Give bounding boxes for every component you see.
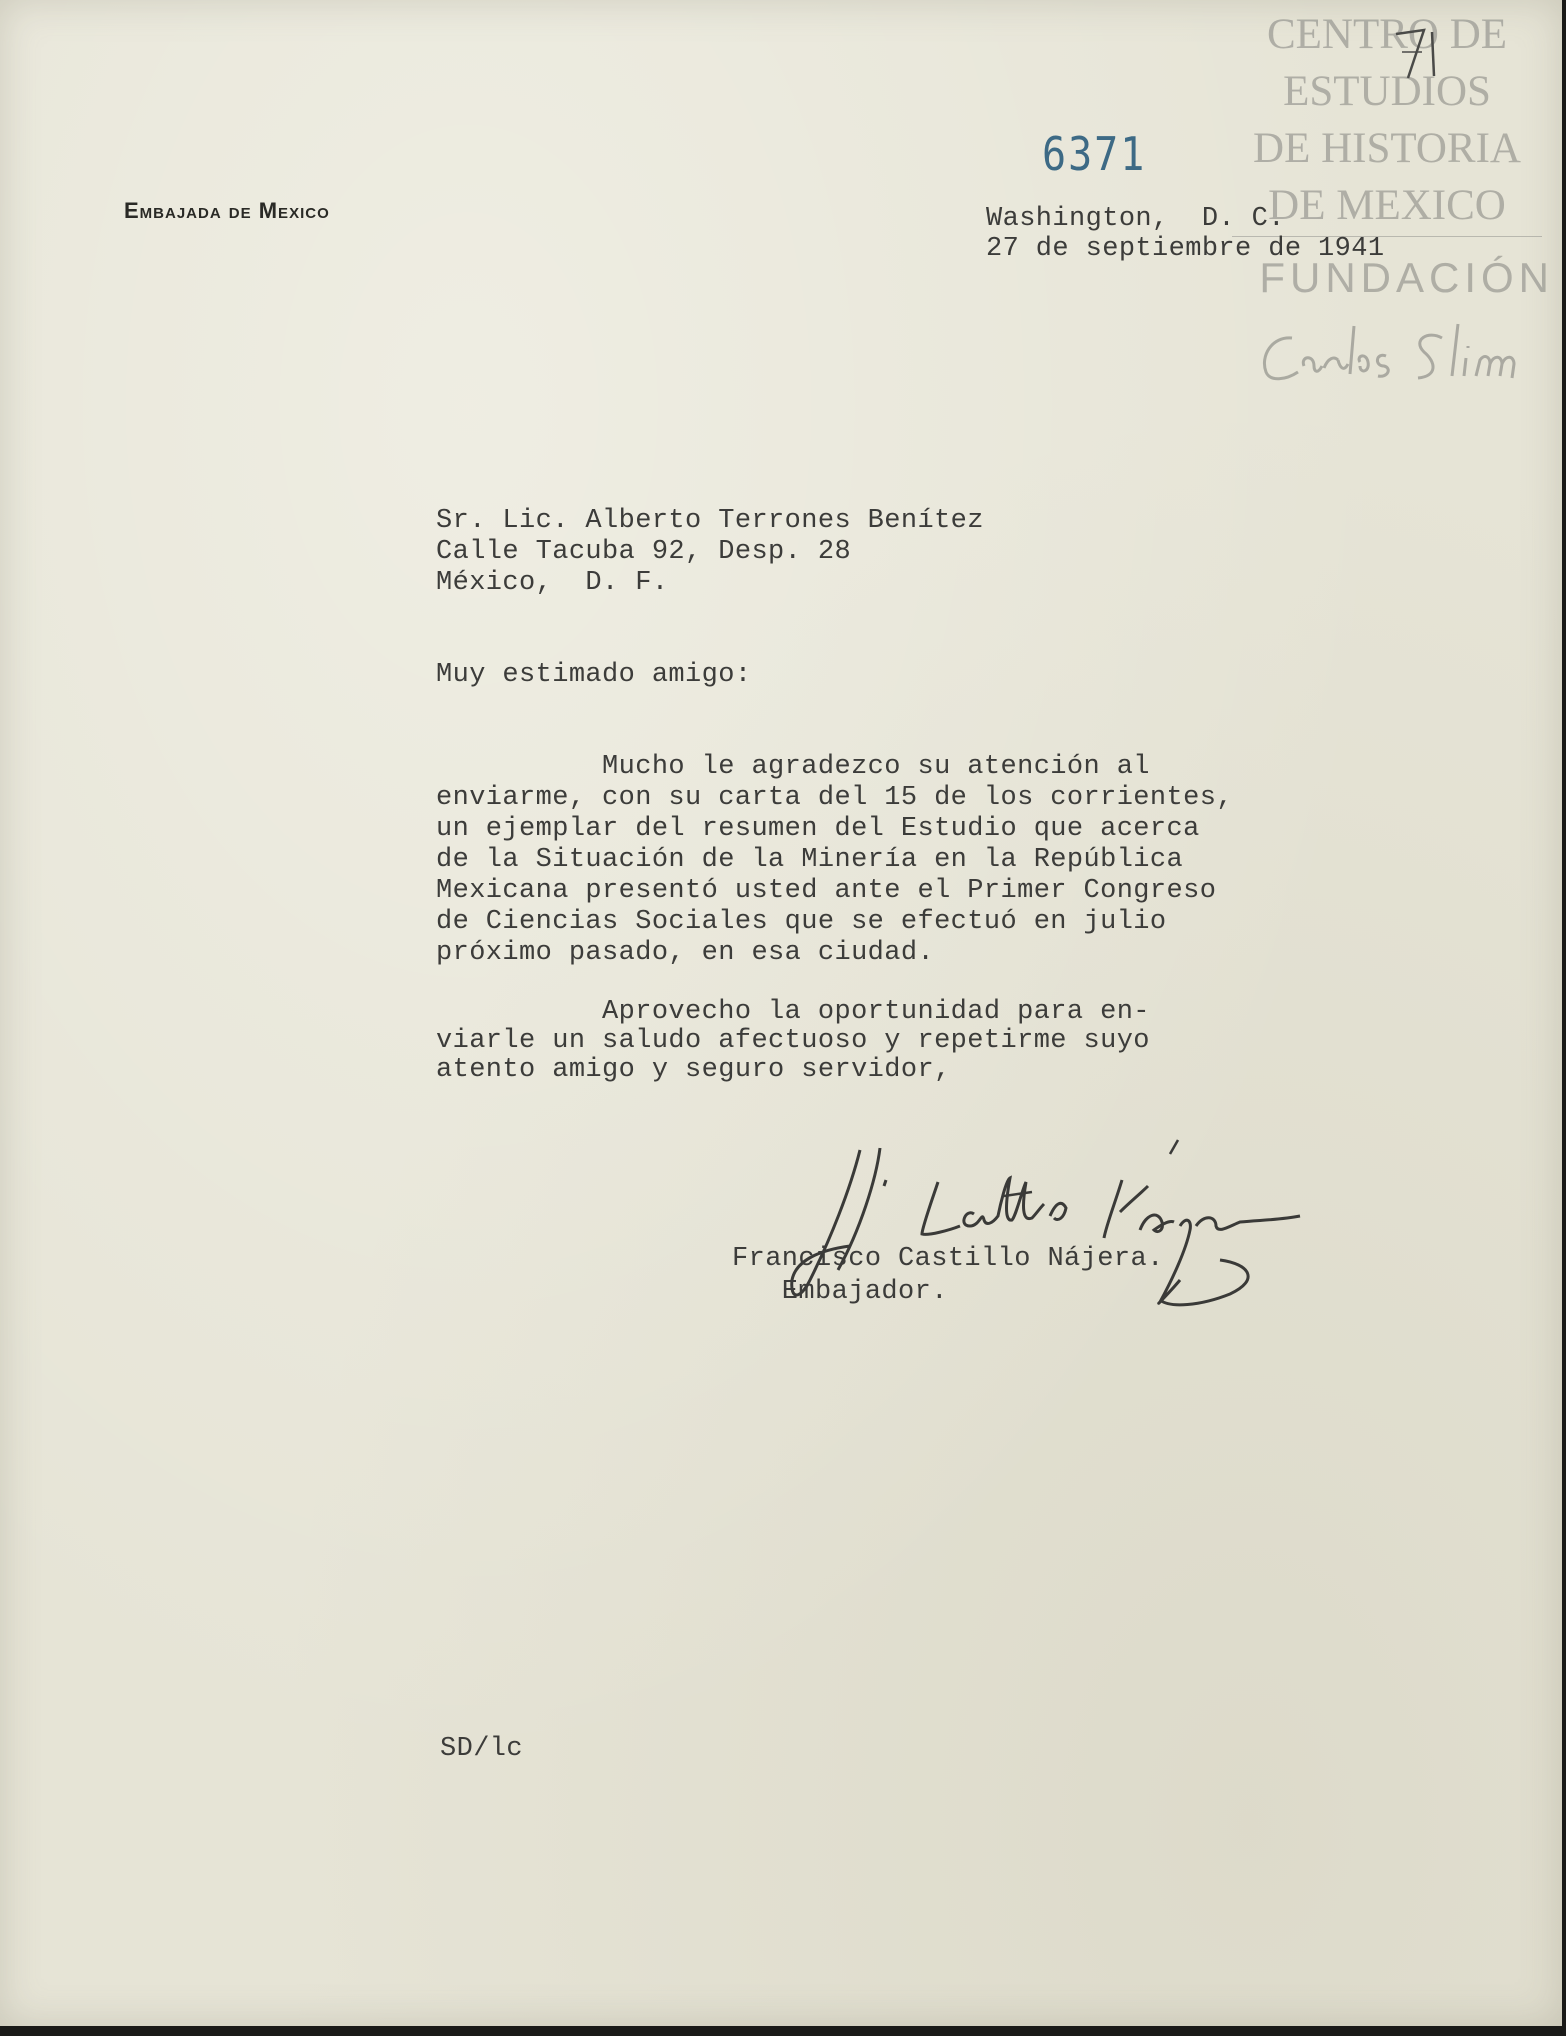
body-line: de la Situación de la Minería en la República	[436, 845, 1184, 875]
watermark-line: DE MEXICO	[1268, 182, 1506, 229]
watermark-line: DE HISTORIA	[1253, 125, 1521, 172]
body-line: atento amigo y seguro servidor,	[436, 1055, 951, 1085]
body-line: viarle un saludo afectuoso y repetirme suyo	[436, 1026, 1150, 1056]
body-line: un ejemplar del resumen del Estudio que acerca	[436, 814, 1200, 844]
reference-initials: SD/lc	[440, 1734, 524, 1764]
salutation: Muy estimado amigo:	[436, 660, 752, 690]
addressee-line: Calle Tacuba 92, Desp. 28	[436, 537, 852, 567]
body-line: próximo pasado, en esa ciudad.	[436, 938, 935, 968]
carlos-slim-script-logo	[1252, 316, 1552, 396]
addressee-block	[436, 506, 984, 599]
addressee-line: Sr. Lic. Alberto Terrones Benítez	[436, 506, 984, 536]
place-and-date	[986, 204, 1384, 264]
addressee-line: México, D. F.	[436, 568, 669, 598]
archive-watermark	[1232, 6, 1542, 237]
body-line: Aprovecho la oportunidad para en-	[436, 997, 1150, 1027]
watermark-foundation: FUNDACIÓN	[1259, 254, 1554, 301]
body-line: Mucho le agradezco su atención al	[436, 752, 1150, 782]
registry-stamp-number: 6371	[1042, 128, 1147, 182]
body-paragraph-2	[436, 998, 1150, 1085]
handwritten-folio-mark	[1388, 18, 1458, 88]
signer-name: Francisco Castillo Nájera.	[732, 1244, 1164, 1274]
signer-block	[732, 1243, 1164, 1309]
watermark-line: ESTUDIOS	[1283, 68, 1491, 115]
letterhead: Embajada de Mexico	[124, 198, 330, 223]
body-paragraph-1	[436, 752, 1233, 969]
date-line: 27 de septiembre de 1941	[986, 234, 1385, 264]
place-line: Washington, D. C.	[986, 204, 1285, 234]
signer-title: Embajador.	[732, 1277, 948, 1307]
body-line: de Ciencias Sociales que se efectuó en julio	[436, 907, 1167, 937]
body-line: Mexicana presentó usted ante el Primer Congreso	[436, 876, 1217, 906]
body-line: enviarme, con su carta del 15 de los corrientes,	[436, 783, 1233, 813]
watermark-line: CENTRO DE	[1266, 11, 1508, 58]
